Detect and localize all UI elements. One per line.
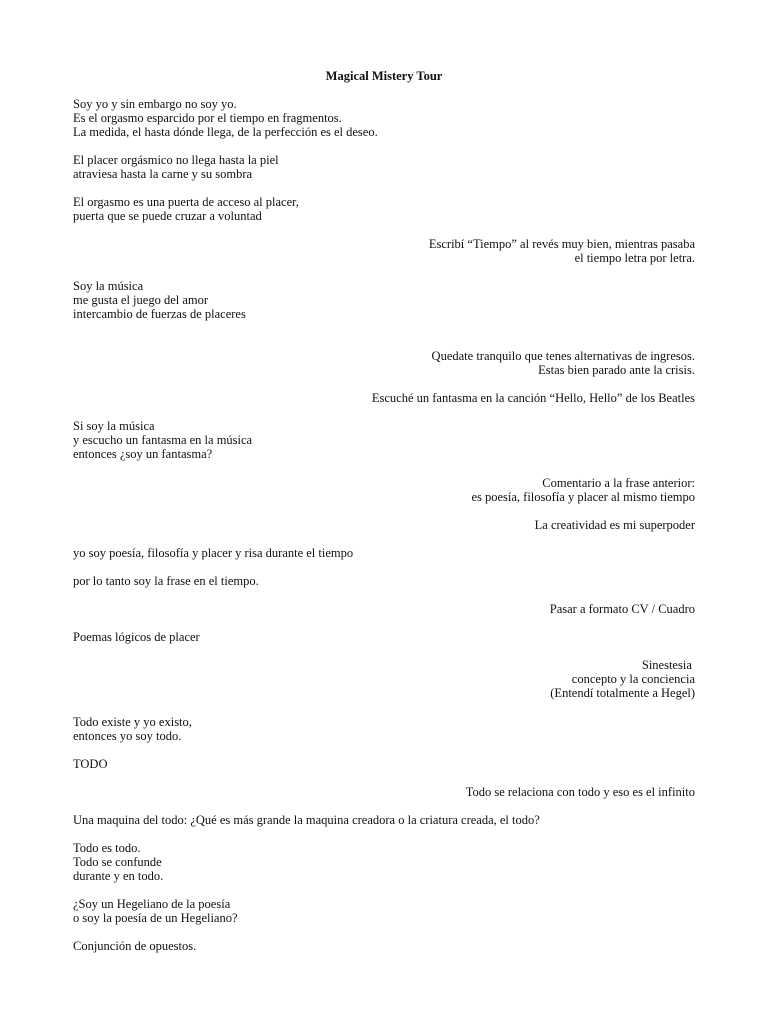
text-line: Soy yo y sin embargo no soy yo.: [73, 97, 237, 111]
text-line-right: Escribí “Tiempo” al revés muy bien, mientras pasaba: [428, 237, 695, 251]
text-line-right: La creatividad es mi superpoder: [534, 518, 695, 532]
text-line: me gusta el juego del amor: [73, 293, 209, 307]
text-line-right: es poesía, filosofía y placer al mismo tiempo: [471, 490, 695, 504]
text-line: ¿Soy un Hegeliano de la poesía: [73, 897, 231, 911]
text-line: Todo se confunde: [73, 855, 162, 869]
text-line: Poemas lógicos de placer: [73, 630, 200, 644]
text-line: Todo existe y yo existo,: [73, 715, 192, 729]
text-line: Una maquina del todo: ¿Qué es más grande la maquina creadora o la criatura creada, el todo?: [73, 813, 540, 827]
text-line: o soy la poesía de un Hegeliano?: [73, 911, 238, 925]
text-line: entonces ¿soy un fantasma?: [73, 447, 213, 461]
text-line-right: concepto y la conciencia: [571, 672, 695, 686]
text-line-right: (Entendí totalmente a Hegel): [550, 686, 695, 700]
text-line: El orgasmo es una puerta de acceso al placer,: [73, 195, 299, 209]
text-line: La medida, el hasta dónde llega, de la perfección es el deseo.: [73, 125, 378, 139]
text-line: Es el orgasmo esparcido por el tiempo en fragmentos.: [73, 111, 342, 125]
text-line: Conjunción de opuestos.: [73, 939, 197, 953]
text-line-right: Escuché un fantasma en la canción “Hello, Hello” de los Beatles: [371, 391, 695, 405]
text-line: Soy la música: [73, 279, 144, 293]
text-line: por lo tanto soy la frase en el tiempo.: [73, 574, 259, 588]
text-line-right: Pasar a formato CV / Cuadro: [549, 602, 695, 616]
text-line: Si soy la música: [73, 419, 155, 433]
text-line: El placer orgásmico no llega hasta la piel: [73, 153, 279, 167]
text-line: entonces yo soy todo.: [73, 729, 182, 743]
text-line: Todo es todo.: [73, 841, 141, 855]
text-line: intercambio de fuerzas de placeres: [73, 307, 246, 321]
text-line: yo soy poesía, filosofía y placer y risa durante el tiempo: [73, 546, 354, 560]
text-line: y escucho un fantasma en la música: [73, 433, 253, 447]
text-line-right: Todo se relaciona con todo y eso es el infinito: [465, 785, 695, 799]
text-line-right: Estas bien parado ante la crisis.: [538, 363, 695, 377]
text-line: atraviesa hasta la carne y su sombra: [73, 167, 253, 181]
text-line-right: Quedate tranquilo que tenes alternativas de ingresos.: [431, 349, 695, 363]
text-line: durante y en todo.: [73, 869, 164, 883]
text-line-right: Comentario a la frase anterior:: [542, 476, 695, 490]
text-line-right: Sinestesia: [641, 658, 695, 672]
text-line-right: el tiempo letra por letra.: [574, 251, 695, 265]
text-line: puerta que se puede cruzar a voluntad: [73, 209, 262, 223]
document-title: Magical Mistery Tour: [325, 69, 443, 83]
text-line: TODO: [73, 757, 108, 771]
